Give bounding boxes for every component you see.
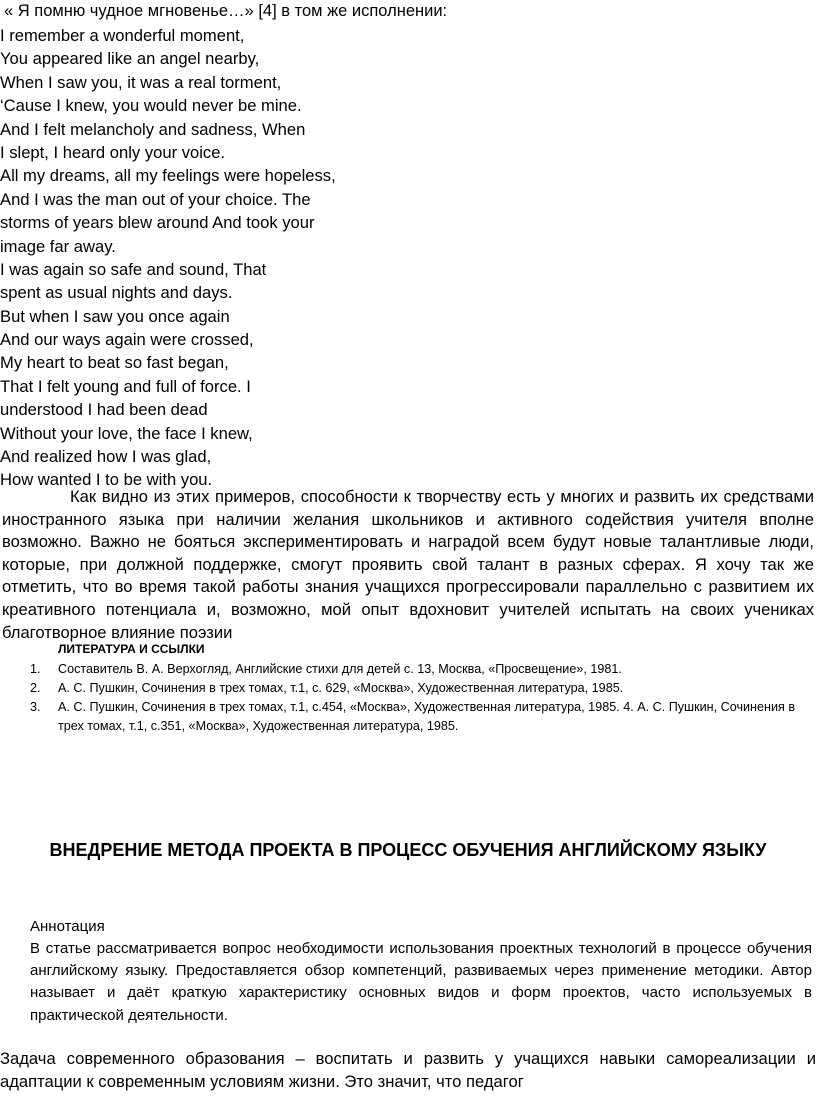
poem-line: spent as usual nights and days.	[0, 283, 233, 303]
poem-line: understood I had been dead	[0, 400, 208, 420]
reference-item	[30, 698, 816, 734]
annotation-heading: Аннотация	[30, 918, 105, 935]
reference-item	[30, 660, 816, 678]
poem-line: All my dreams, all my feelings were hopeless,	[0, 166, 336, 186]
reference-number: 1.	[30, 662, 41, 676]
poem-line: And our ways again were crossed,	[0, 330, 254, 350]
poem-intro-line: « Я помню чудное мгновенье…» [4] в том же исполнении:	[4, 2, 448, 20]
reference-text: Составитель В. А. Верхогляд, Английские стихи для детей с. 13, Москва, «Просвещение», 1981.	[58, 662, 622, 676]
poem-line: I was again so safe and sound, That	[0, 259, 267, 279]
poem-line: When I saw you, it was a real torment,	[0, 72, 282, 92]
references-list	[30, 660, 816, 736]
poem-line: But when I saw you once again	[0, 306, 230, 326]
poem-line: My heart to beat so fast began,	[0, 353, 229, 373]
reference-text: А. С. Пушкин, Сочинения в трех томах, т.1, с.454, «Москва», Художественная литература, 1985. 4. А. С. Пушкин, Сочинения в трех томах, т.1, с.351, «Москва», Художественная литература, 1985.	[58, 700, 796, 733]
poem-line: Without your love, the face I knew,	[0, 423, 253, 443]
article-body-text: Задача современного образования – воспитать и развить у учащихся навыки самореализации и адаптации к современным условиям жизни. Это значит, что педагог	[0, 1049, 816, 1091]
poem-line: That I felt young and full of force. I	[0, 376, 251, 396]
poem-line: I remember a wonderful moment,	[0, 26, 245, 45]
conclusion-paragraph	[2, 486, 814, 644]
poem-line: And I felt melancholy and sadness, When	[0, 119, 306, 139]
poem-line: image far away.	[0, 236, 116, 256]
translated-poem	[0, 24, 420, 492]
poem-line: How wanted I to be with you.	[0, 470, 213, 490]
reference-item	[30, 679, 816, 697]
reference-number: 2.	[30, 681, 41, 696]
references-heading: ЛИТЕРАТУРА И ССЫЛКИ	[58, 642, 205, 656]
poem-line: And realized how I was glad,	[0, 447, 212, 467]
poem-line: I slept, I heard only your voice.	[0, 142, 226, 162]
poem-line: ‘Cause I knew, you would never be mine.	[0, 96, 302, 116]
conclusion-text: Как видно из этих примеров, способности к творчеству есть у многих и развить их средствами иностранного языка при наличии желания школьников и активного содействия учителя вполне возможно. Важно не бояться экспериментировать и наградой всем будут новые талантливые люди, которые, при должной поддержке, смогут проявить свой талант в разных сферах. Я хочу так же отметить, что во время такой работы знания учащихся прогрессировали параллельно с развитием их креативного потенциала и, возможно, мой опыт вдохновит учителей испытать на своих учениках благотворное влияние поэзии	[2, 487, 814, 642]
annotation-text: В статье рассматривается вопрос необходимости использования проектных технологий в процессе обучения английскому языку. Предоставляется обзор компетенций, развиваемых через применение методики. Автор называет и даёт краткую характеристику основных видов и форм проектов, часто используемых в практической деятельности.	[30, 940, 812, 1024]
poem-line: storms of years blew around And took your	[0, 213, 315, 233]
reference-text: А. С. Пушкин, Сочинения в трех томах, т.1, с. 629, «Москва», Художественная литература, 1985.	[58, 681, 624, 696]
reference-number: 3.	[30, 700, 41, 715]
poem-line: You appeared like an angel nearby,	[0, 49, 260, 69]
article-title: ВНЕДРЕНИЕ МЕТОДА ПРОЕКТА В ПРОЦЕСС ОБУЧЕНИЯ АНГЛИЙСКОМУ ЯЗЫКУ	[49, 840, 767, 860]
poem-line: And I was the man out of your choice. The	[0, 189, 311, 209]
